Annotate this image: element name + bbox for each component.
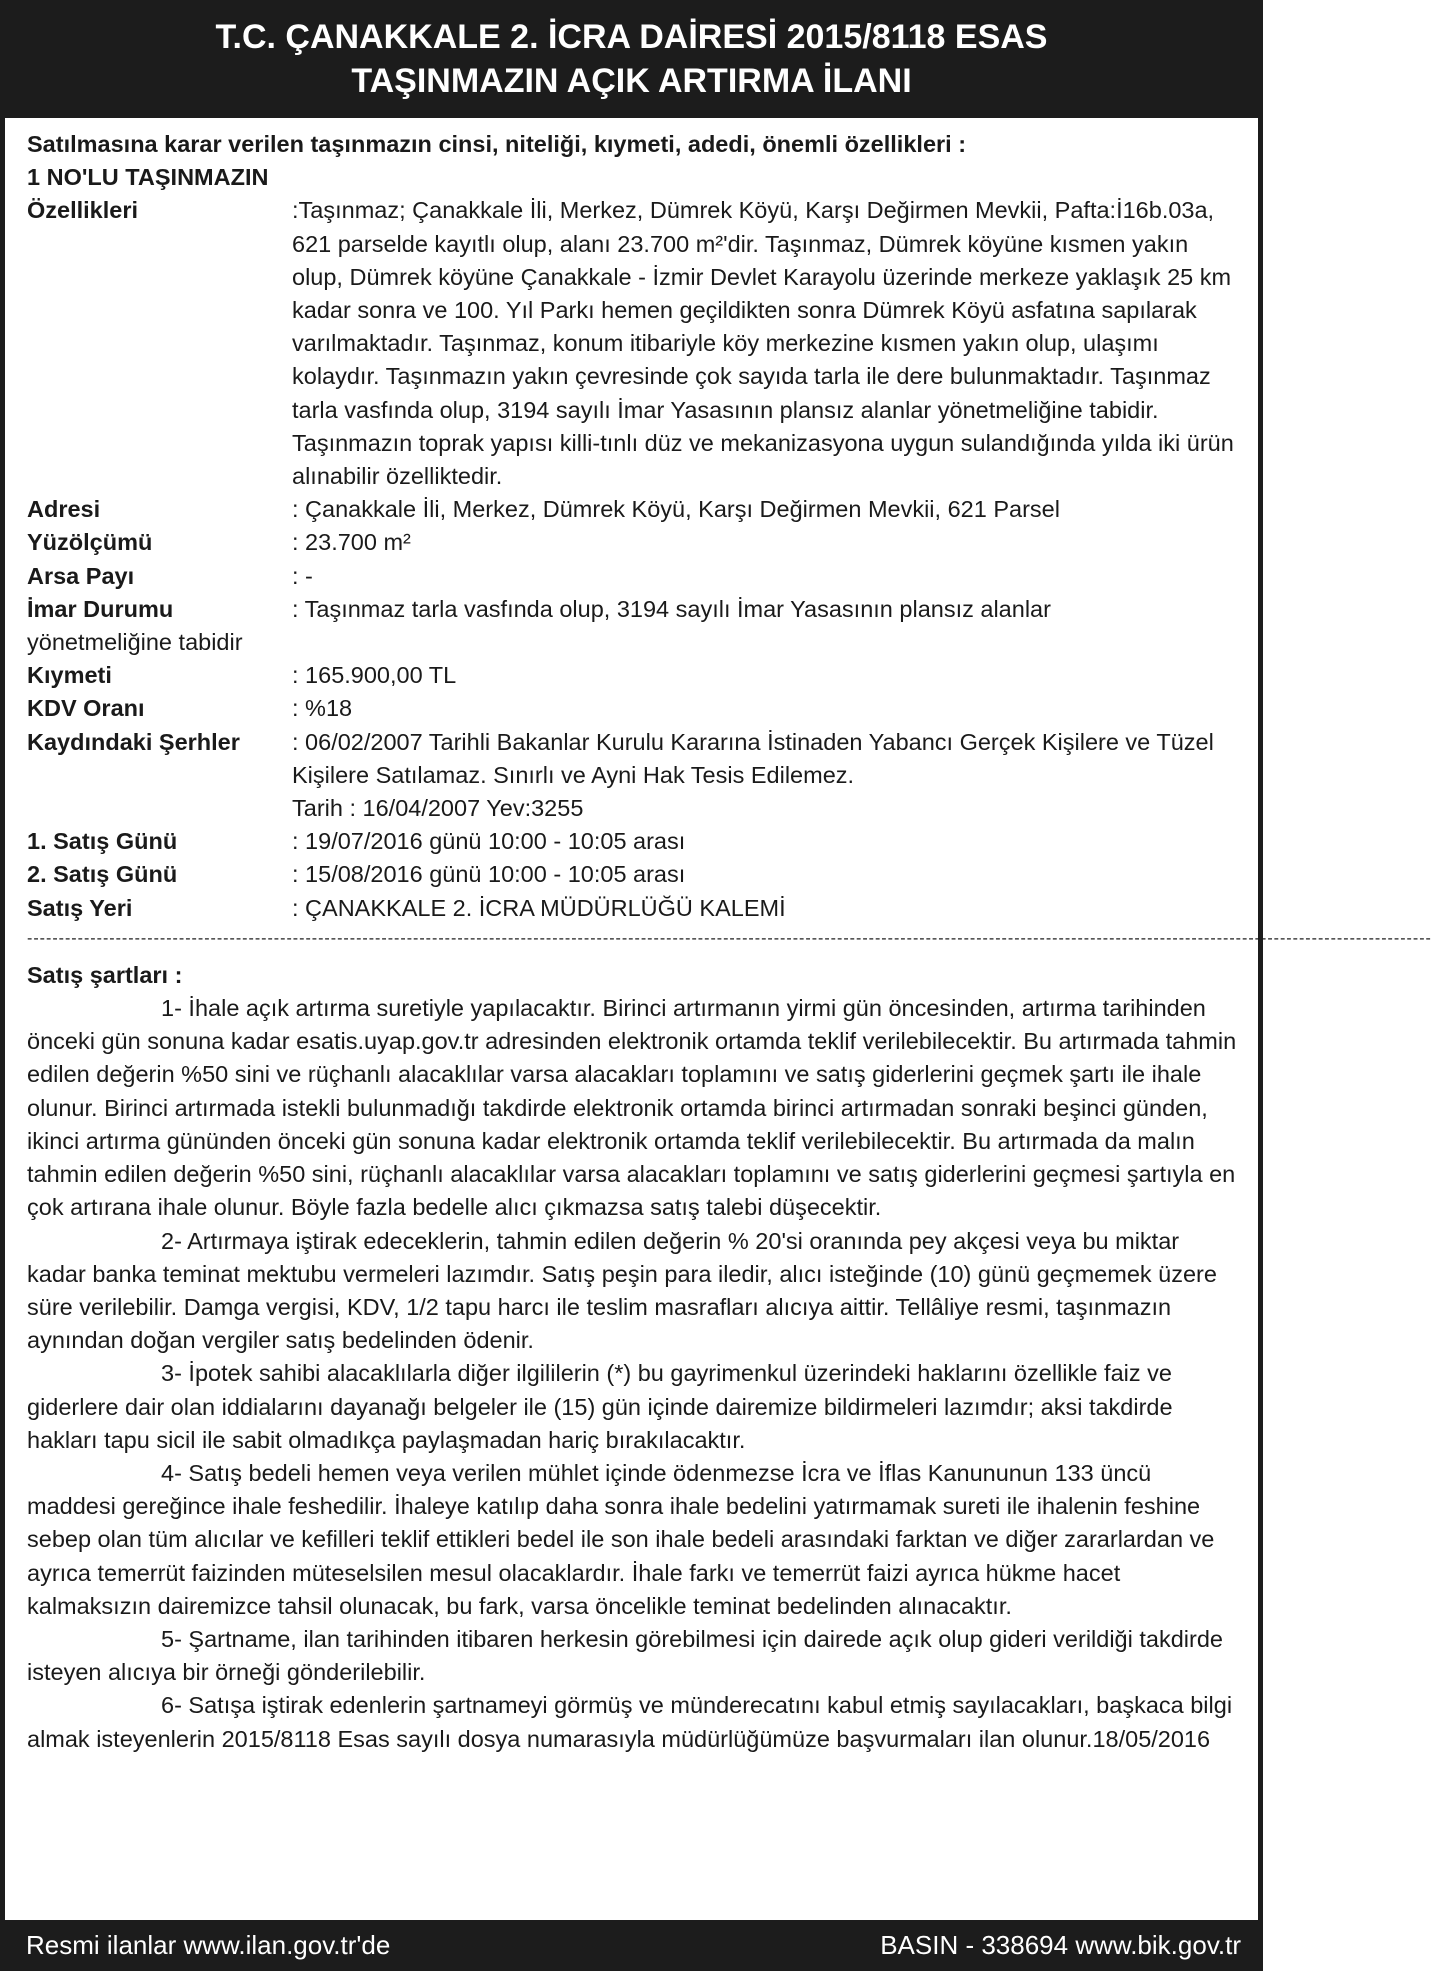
field-value: : - [292, 562, 313, 589]
field-kiymet [27, 659, 1240, 692]
field-value: : Çanakkale İli, Merkez, Dümrek Köyü, Karşı Değirmen Mevkii, 621 Parsel [292, 496, 1060, 523]
condition-item: 3- İpotek sahibi alacaklılarla diğer ilgililerin (*) bu gayrimenkul üzerindeki haklarını özellikle faiz ve giderlere dair olan iddialarını dayanağı belgeler ile (15) gün içinde dairemize bildirmeleri lazımdır; aksi takdirde hakları tapu sicil ile sabit olmadıkça paylaşmadan hariç bırakılacaktır. [27, 1360, 1173, 1453]
notice-body [0, 118, 1432, 1920]
field-imar [27, 593, 1240, 626]
field-kdv [27, 692, 1240, 725]
field-label: Yüzölçümü [27, 529, 153, 556]
field-label: KDV Oranı [27, 695, 145, 722]
field-value: : ÇANAKKALE 2. İCRA MÜDÜRLÜĞÜ KALEMİ [292, 894, 786, 921]
field-satis2 [27, 858, 1240, 891]
field-label: Kaydındaki Şerhler [27, 728, 240, 755]
field-satis-yeri [27, 892, 1240, 925]
notice-footer [0, 1920, 1263, 1971]
field-value: : %18 [292, 695, 353, 722]
field-label: İmar Durumu [27, 595, 174, 622]
footer-right-text: BASIN - 338694 www.bik.gov.tr [880, 1930, 1241, 1960]
field-label: 1. Satış Günü [27, 828, 178, 855]
field-imar-continued: yönetmeliğine tabidir [27, 629, 243, 656]
field-value: :Taşınmaz; Çanakkale İli, Merkez, Dümrek Köyü, Karşı Değirmen Mevkii, Pafta:İ16b.03a, 621 parselde kayıtlı olup, alanı 23.700 m²'dir. Taşınmaz, Dümrek köyüne kısmen yakın olup, Dümrek köyüne Çanakkale - İzmir Devlet Karayolu üzerinde merkeze yaklaşık 25 km kadar sonra ve 100. Yıl Parkı hemen geçildikten sonra Dümrek Köyü asfatına sapılarak varılmaktadır. Taşınmaz, konum itibariyle köy merkezine kısmen yakın olup, ulaşımı kolaydır. Taşınmazın yakın çevresinde çok sayıda tarla ile dere bulunmaktadır. Taşınmaz tarla vasfında olup, 3194 sayılı İmar Yasasının plansız alanlar yönetmeliğine tabidir. Taşınmazın toprak yapısı killi-tınlı düz ve mekanizasyona uygun sulandığında yılda iki ürün alınabilir özelliktedir. [292, 197, 1234, 490]
item-title: 1 NO'LU TAŞINMAZIN [27, 164, 269, 191]
field-label: Özellikleri [27, 197, 139, 224]
condition-item: 4- Satış bedeli hemen veya verilen mühlet içinde ödenmezse İcra ve İflas Kanununun 133 üncü maddesi gereğince ihale feshedilir. İhaleye katılıp daha sonra ihale bedelini yatırmamak sureti ile ihalenin feshine sebep olan tüm alıcılar ve kefilleri teklif ettikleri bedel ile son ihale bedeli arasındaki farktan ve diğer zararlardan ve ayrıca temerrüt faizinden müteselsilen mesul olacaklardır. İhale farkı ve temerrüt faizi ayrıca hükme hacet kalmaksızın dairemizce tahsil olunacak, bu fark, varsa öncelikle teminat bedelinden alınacaktır. [27, 1459, 1215, 1619]
condition-item: 1- İhale açık artırma suretiyle yapılacaktır. Birinci artırmanın yirmi gün öncesinden, artırma tarihinden önceki gün sonuna kadar esatis.uyap.gov.tr adresinden elektronik ortamda teklif verilebilecektir. Bu artırmada tahmin edilen değerin %50 sini ve rüçhanlı alacaklılar varsa alacakları toplamını ve satış giderlerini geçmek şartı ile ihale olunur. Birinci artırmada istekli bulunmadığı takdirde elektronik ortamda birinci artırmadan sonraki beşinci günden, ikinci artırma gününden önceki gün sonuna kadar elektronik ortamda teklif verilebilecektir. Bu artırmada da malın tahmin edilen değerin %50 sini, rüçhanlı alacaklılar varsa alacakları toplamını ve satış giderlerini geçmesi şartıyla en çok artırana ihale olunur. Böyle fazla bedelle alıcı çıkmazsa satış talebi düşecektir. [27, 995, 1237, 1221]
field-label: Satış Yeri [27, 894, 133, 921]
field-label: 2. Satış Günü [27, 861, 178, 888]
intro-heading: Satılmasına karar verilen taşınmazın cinsi, niteliği, kıymeti, adedi, önemli özellikleri : [27, 131, 967, 157]
field-satis1 [27, 825, 1240, 858]
serh-date: Tarih : 16/04/2007 Yev:3255 [292, 795, 584, 822]
conditions-title: Satış şartları : [27, 961, 183, 988]
condition-item: 6- Satışa iştirak edenlerin şartnameyi görmüş ve münderecatını kabul etmiş sayılacakları, başkaca bilgi almak isteyenlerin 2015/8118 Esas sayılı dosya numarasıyla müdürlüğümüze başvurmaları ilan olunur.18/05/2016 [27, 1692, 1233, 1752]
header-title-line1: T.C. ÇANAKKALE 2. İCRA DAİRESİ 2015/8118 ESAS [215, 18, 1048, 56]
header-title-line2: TAŞINMAZIN AÇIK ARTIRMA İLANI [351, 62, 912, 100]
footer-left-text: Resmi ilanlar www.ilan.gov.tr'de [26, 1930, 391, 1960]
field-value: : Taşınmaz tarla vasfında olup, 3194 sayılı İmar Yasasının plansız alanlar [292, 595, 1051, 622]
field-value: : 23.700 m² [292, 529, 411, 556]
field-label: Adresi [27, 496, 101, 523]
field-label: Arsa Payı [27, 562, 135, 589]
serh-text: : 06/02/2007 Tarihli Bakanlar Kurulu Kararına İstinaden Yabancı Gerçek Kişilere ve Tüzel Kişilere Satılamaz. Sınırlı ve Ayni Hak Tesis Edilemez. [292, 728, 1214, 788]
condition-item: 2- Artırmaya iştirak edeceklerin, tahmin edilen değerin % 20'si oranında pey akçesi veya bu miktar kadar banka teminat mektubu vermeleri lazımdır. Satış peşin para iledir, alıcı isteğinde (10) günü geçmemek üzere süre verilebilir. Damga vergisi, KDV, 1/2 tapu harcı ile teslim masrafları alıcıya aittir. Tellâliye resmi, taşınmazın aynından doğan vergiler satış bedelinden ödenir. [27, 1227, 1217, 1354]
field-adres [27, 493, 1240, 526]
field-yuzolcum [27, 526, 1240, 559]
field-value [292, 726, 1240, 826]
condition-item: 5- Şartname, ilan tarihinden itibaren herkesin görebilmesi için dairede açık olup gideri verildiği takdirde isteyen alıcıya bir örneği gönderilebilir. [27, 1625, 1223, 1686]
notice-header [0, 0, 1263, 118]
field-ozellikler [27, 194, 1240, 493]
notice-content [27, 128, 1432, 1756]
field-value: : 165.900,00 TL [292, 662, 457, 689]
dashed-separator: ------------------------------------------------------------------------------------------------------------------------------------------------------------------------------------------------------------------------------ [27, 929, 1432, 947]
field-label: Kıymeti [27, 662, 112, 689]
field-serhler [27, 726, 1240, 826]
field-value: : 19/07/2016 günü 10:00 - 10:05 arası [292, 828, 686, 855]
field-arsa-payi [27, 560, 1240, 593]
field-value: : 15/08/2016 günü 10:00 - 10:05 arası [292, 861, 686, 888]
